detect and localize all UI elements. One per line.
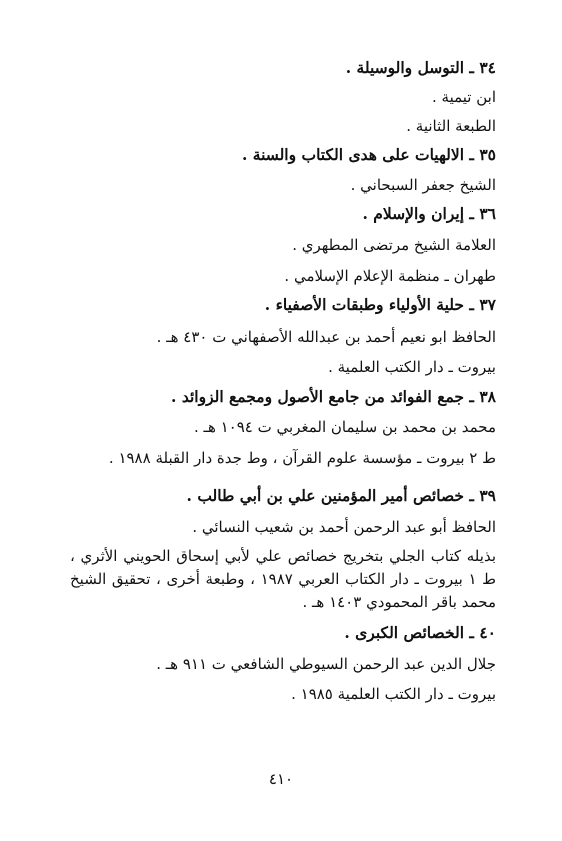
entry-35 [70,145,496,195]
entry-37 [70,295,496,377]
entry-publisher: ط ٢ بيروت ـ مؤسسة علوم القرآن ، وط جدة دار القبلة ١٩٨٨ . [108,449,496,467]
entry-title: ٣٤ ـ التوسل والوسيلة . [345,58,496,77]
entry-title: ٣٦ ـ إيران والإسلام . [362,204,496,223]
entry-38 [70,387,496,468]
entry-publisher: بيروت ـ دار الكتب العلمية . [328,358,496,376]
entry-author: جلال الدين عبد الرحمن السيوطي الشافعي ت ٩١١ هـ . [156,655,496,673]
entry-title: ٣٩ ـ خصائص أمير المؤمنين علي بن أبي طالب . [186,486,496,505]
entry-title: ٤٠ ـ الخصائص الكبرى . [344,623,496,642]
entry-40 [70,623,496,704]
entry-title: ٣٥ ـ الالهيات على هدى الكتاب والسنة . [241,145,496,164]
bibliography-list [70,58,496,704]
entry-author: ابن تيمية . [431,88,496,106]
entry-author: محمد بن محمد بن سليمان المغربي ت ١٠٩٤ هـ . [194,418,496,436]
page-number: ٤١٠ [268,770,294,788]
entry-author: الشيخ جعفر السبحاني . [350,176,496,194]
entry-39 [70,486,496,614]
entry-title: ٣٧ ـ حلية الأولياء وطبقات الأصفياء . [264,295,496,314]
entry-edition: الطبعة الثانية . [406,117,496,135]
entry-author: الحافظ ابو نعيم أحمد بن عبدالله الأصفهاني ت ٤٣٠ هـ . [156,328,496,346]
entry-author: العلامة الشيخ مرتضى المطهري . [292,236,496,254]
entry-author: الحافظ أبو عبد الرحمن أحمد بن شعيب النسائي . [192,518,496,536]
entry-publisher: بيروت ـ دار الكتب العلمية ١٩٨٥ . [291,685,496,703]
entry-publisher: طهران ـ منظمة الإعلام الإسلامي . [284,267,496,285]
entry-title: ٣٨ ـ جمع الفوائد من جامع الأصول ومجمع الزوائد . [171,387,496,406]
entry-36 [70,204,496,286]
entry-34 [70,58,496,136]
entry-note: بذيله كتاب الجلي بتخريج خصائص علي لأبي إسحاق الحويني الأثري ، ط ١ بيروت ـ دار الكتاب العربي ١٩٨٧ ، وطبعة أخرى ، تحقيق الشيخ محمد باقر المحمودي ١٤٠٣ هـ . [70,547,497,611]
